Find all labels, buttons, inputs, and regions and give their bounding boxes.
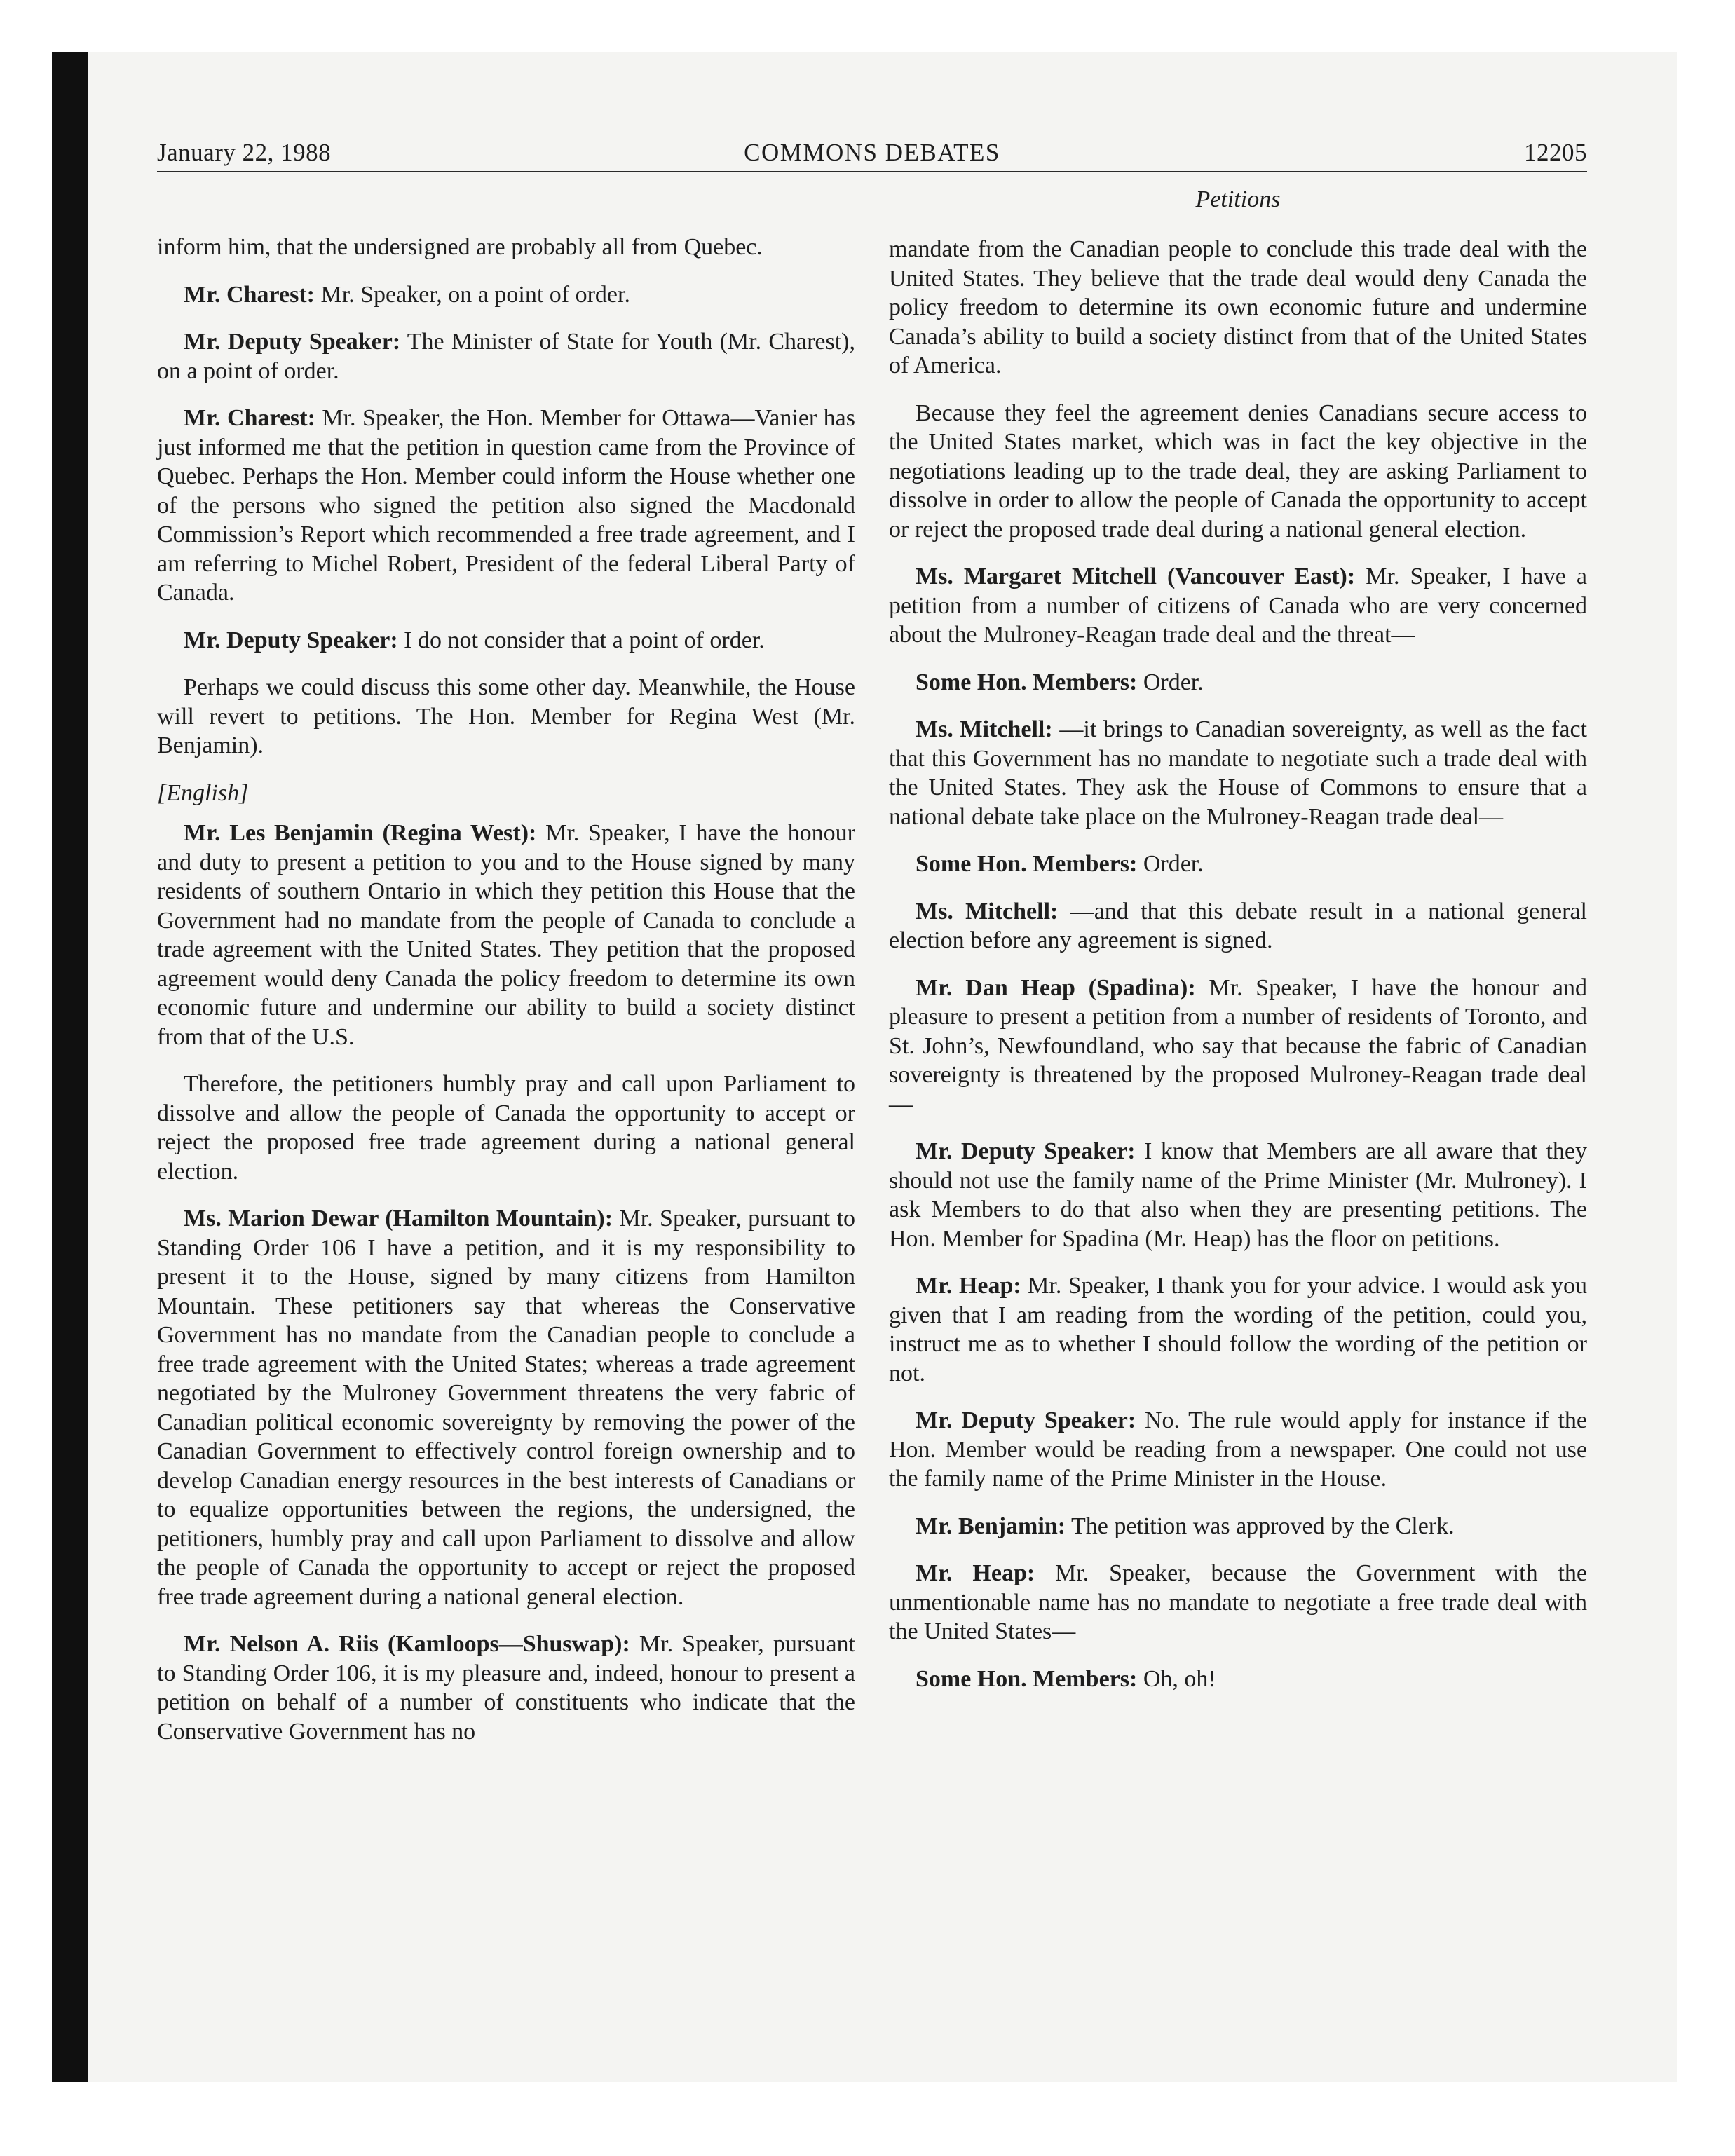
header-date: January 22, 1988: [157, 139, 332, 166]
header-title: COMMONS DEBATES: [744, 139, 1000, 166]
paragraph-text: [English]: [157, 779, 249, 806]
paragraph-text: Perhaps we could discuss this some other day. Meanwhile, the House will revert to petitions. The Hon. Member for Regina West (Mr. Benjamin).: [157, 674, 855, 758]
debate-paragraph: [889, 399, 1587, 545]
paragraph-text: The petition was approved by the Clerk.: [1070, 1513, 1455, 1539]
speaker-name: Ms. Marion Dewar (Hamilton Mountain):: [184, 1206, 613, 1231]
speaker-name: Ms. Margaret Mitchell (Vancouver East):: [916, 564, 1356, 589]
speaker-name: Ms. Mitchell:: [916, 898, 1059, 925]
header-page-number: 12205: [1524, 139, 1587, 166]
debate-paragraph: [889, 715, 1587, 831]
paragraph-text: Therefore, the petitioners humbly pray and call upon Parliament to dissolve and allow the people of Canada the opportunity to accept or reject the proposed free trade agreement during a national general election.: [157, 1071, 855, 1185]
debate-paragraph: [157, 1630, 855, 1746]
running-header: [157, 133, 1587, 172]
paragraph-text: inform him, that the undersigned are probably all from Quebec.: [157, 234, 763, 260]
speaker-name: Mr. Charest:: [184, 281, 315, 308]
paragraph-text: Mr. Speaker, I have the honour and pleasure to present a petition from a number of residents of Toronto, and St. John’s, Newfoundland, who say that because the fabric of Canadian sovereignty is threatened by the proposed Mulroney-Reagan trade deal—: [889, 974, 1587, 1117]
paragraph-text: Order.: [1143, 669, 1204, 695]
speaker-name: Mr. Dan Heap (Spadina):: [916, 974, 1196, 1001]
paragraph-text: Mr. Speaker, I have the honour and duty to present a petition to you and to the House signed by many residents of southern Ontario in which they petition this House that the Government had no mandate from the people of Canada to conclude a trade agreement with the United States. They petition that the proposed agreement would deny Canada the policy freedom to determine its own economic future and undermine our ability to build a society distinct from that of the U.S.: [157, 820, 856, 1050]
speaker-name: Mr. Deputy Speaker:: [184, 329, 401, 355]
speaker-name: Mr. Les Benjamin (Regina West):: [184, 820, 537, 846]
speaker-name: Mr. Deputy Speaker:: [184, 627, 398, 653]
debate-paragraph: [889, 1406, 1587, 1494]
debate-paragraph: [889, 974, 1587, 1119]
paragraph-text: Mr. Speaker, because the Government with the unmentionable name has no mandate to negotiate a free trade deal with the United States—: [889, 1560, 1588, 1644]
paragraph-text: —it brings to Canadian sovereignty, as well as the fact that this Government has no mandate to negotiate such a trade deal with the United States. They ask the House of Commons to ensure that a national debate take place on the Mulroney-Reagan trade deal—: [889, 716, 1587, 830]
left-column: [157, 233, 855, 1764]
paragraph-text: mandate from the Canadian people to conclude this trade deal with the United States. They believe that the trade deal would deny Canada the policy freedom to determine its own economic future and undermine Canada’s ability to build a society distinct from that of the United States of America.: [889, 236, 1587, 378]
language-marker: [157, 779, 855, 808]
speaker-name: Some Hon. Members:: [916, 669, 1138, 695]
debate-paragraph: [889, 1137, 1587, 1253]
debate-paragraph: [889, 1559, 1587, 1646]
paragraph-text: No. The rule would apply for instance if the Hon. Member would be reading from a newspaper. One could not use the family name of the Prime Minister in the House.: [889, 1407, 1588, 1492]
debate-paragraph: [157, 626, 855, 655]
paragraph-text: The Minister of State for Youth (Mr. Charest), on a point of order.: [157, 329, 855, 384]
paragraph-text: Mr. Speaker, on a point of order.: [320, 281, 630, 308]
paragraph-text: Order.: [1143, 851, 1204, 877]
debate-paragraph: [889, 850, 1587, 879]
debate-paragraph: [889, 1271, 1587, 1388]
scan-edge-bar: [52, 52, 88, 2082]
debate-paragraph: [157, 819, 855, 1051]
debate-paragraph: [157, 1070, 855, 1186]
speaker-name: Mr. Charest:: [184, 405, 315, 431]
paragraph-text: Mr. Speaker, I have a petition from a number of citizens of Canada who are very concerned about the Mulroney-Reagan trade deal and the threat—: [889, 564, 1588, 648]
header-rule: [157, 171, 1587, 172]
paragraph-text: —and that this debate result in a national general election before any agreement is signed.: [889, 898, 1587, 953]
paragraph-text: Mr. Speaker, pursuant to Standing Order 106 I have a petition, and it is my responsibility to present it to the House, signed by many citizens from Hamilton Mountain. These petitioners say that whereas the Conservative Government has no mandate from the Canadian people to conclude a free trade agreement with the United States; whereas a trade agreement negotiated by the Mulroney Government threatens the very fabric of Canadian political economic sovereignty by removing the power of the Canadian Government to effectively control foreign ownership and to develop Canadian energy resources in the best interests of Canadians or to equalize opportunities between the regions, the undersigned, the petitioners, humbly pray and call upon Parliament to dissolve and allow the people of Canada the opportunity to accept or reject the proposed free trade agreement during a national general election.: [157, 1206, 856, 1610]
paragraph-text: Mr. Speaker, pursuant to Standing Order 106, it is my pleasure and, indeed, honour to present a petition on behalf of a number of constituents who indicate that the Conservative Government has no: [157, 1631, 855, 1745]
speaker-name: Mr. Deputy Speaker:: [916, 1407, 1136, 1433]
debate-paragraph: [157, 1204, 855, 1611]
right-column: [889, 235, 1587, 1712]
debate-paragraph: [157, 233, 855, 262]
debate-paragraph: [157, 673, 855, 760]
debate-paragraph: [889, 668, 1587, 697]
debate-paragraph: [889, 897, 1587, 955]
speaker-name: Some Hon. Members:: [916, 851, 1138, 877]
speaker-name: Mr. Benjamin:: [916, 1513, 1066, 1539]
debate-paragraph: [889, 1512, 1587, 1541]
paragraph-text: Because they feel the agreement denies Canadians secure access to the United States market, which was in fact the key objective in the negotiations leading up to the trade deal, they are asking Parliament to dissolve in order to allow the people of Canada the opportunity to accept or reject the proposed trade deal during a national general election.: [889, 400, 1587, 543]
paragraph-text: Mr. Speaker, the Hon. Member for Ottawa—Vanier has just informed me that the petition in question came from the Province of Quebec. Perhaps the Hon. Member could inform the House whether one of the persons who signed the petition also signed the Macdonald Commission’s Report which recommended a free trade agreement, and I am referring to Michel Robert, President of the federal Liberal Party of Canada.: [157, 405, 855, 606]
debate-paragraph: [157, 327, 855, 386]
debate-paragraph: [889, 235, 1587, 381]
speaker-name: Some Hon. Members:: [916, 1665, 1138, 1692]
speaker-name: Mr. Heap:: [916, 1560, 1035, 1586]
debate-paragraph: [157, 280, 855, 310]
speaker-name: Mr. Heap:: [916, 1273, 1021, 1299]
speaker-name: Ms. Mitchell:: [916, 716, 1053, 742]
paragraph-text: I do not consider that a point of order.: [404, 627, 765, 653]
debate-paragraph: [889, 562, 1587, 650]
debate-paragraph: [889, 1665, 1587, 1694]
debate-paragraph: [157, 404, 855, 608]
speaker-name: Mr. Deputy Speaker:: [916, 1138, 1136, 1164]
section-heading: Petitions: [1195, 186, 1281, 212]
paragraph-text: Oh, oh!: [1143, 1665, 1216, 1692]
speaker-name: Mr. Nelson A. Riis (Kamloops—Shuswap):: [184, 1631, 630, 1657]
paragraph-text: I know that Members are all aware that they should not use the family name of the Prime Minister (Mr. Mulroney). I ask Members to do that also when they are presenting petitions. The Hon. Member for Spadina (Mr. Heap) has the floor on petitions.: [889, 1138, 1588, 1252]
paragraph-text: Mr. Speaker, I thank you for your advice. I would ask you given that I am reading from the wording of the petition, could you, instruct me as to whether I should follow the wording of the petition or not.: [889, 1273, 1588, 1386]
